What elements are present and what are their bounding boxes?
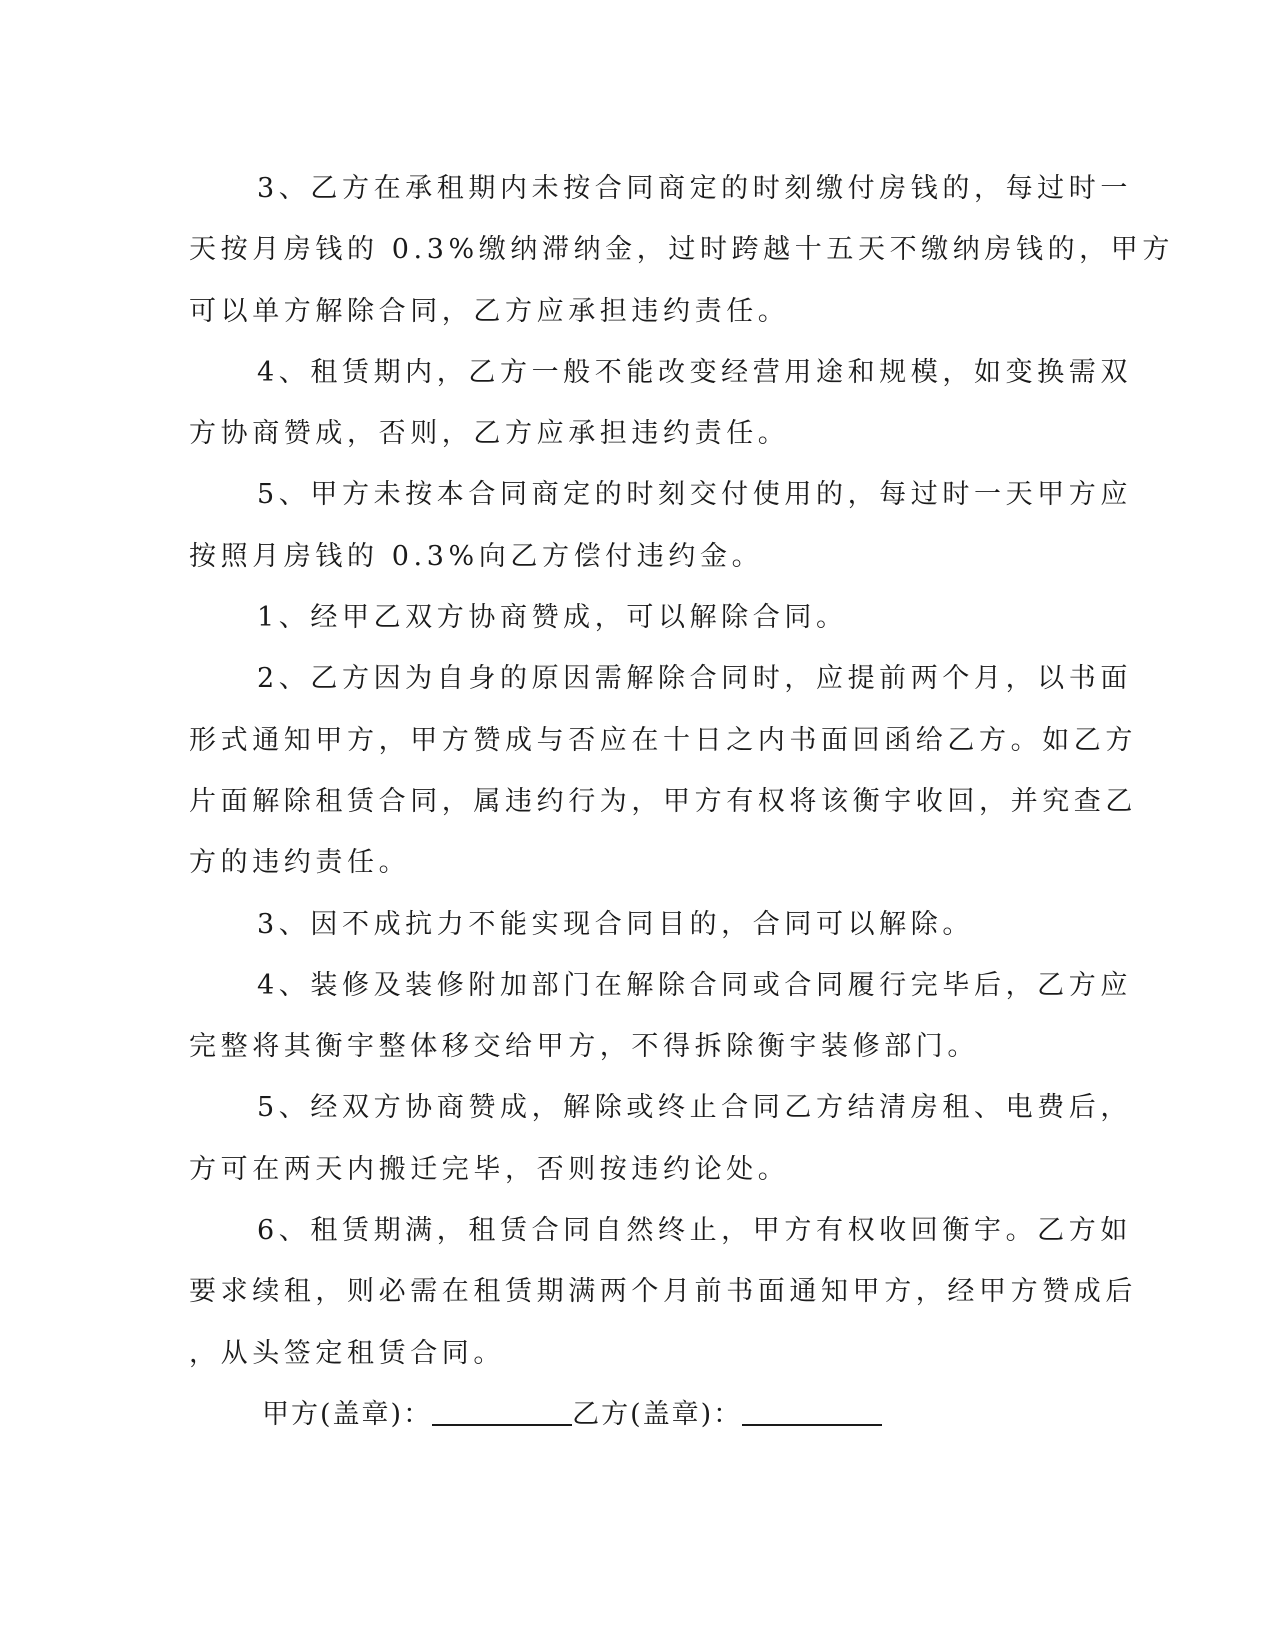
paragraph-line: 方可在两天内搬迁完毕，否则按违约论处。 [189,1153,790,1185]
paragraph-line: 3、乙方在承租期内未按合同商定的时刻缴付房钱的，每过时一 [257,173,1132,204]
party-b-label: 乙方(盖章)： [572,1398,743,1430]
paragraph-line: 1、经甲乙双方协商赞成，可以解除合同。 [257,602,848,634]
party-a-label: 甲方(盖章)： [262,1398,433,1430]
paragraph-line: 天按月房钱的 0.3%缴纳滞纳金，过时跨越十五天不缴纳房钱的，甲方 [189,234,1174,266]
paragraph-line: 按照月房钱的 0.3%向乙方偿付违约金。 [189,540,764,572]
paragraph-line: 要求续租，则必需在租赁期满两个月前书面通知甲方，经甲方赞成后 [189,1276,1137,1308]
paragraph-line: 3、因不成抗力不能实现合同目的，合同可以解除。 [257,908,974,940]
paragraph-line: 完整将其衡宇整体移交给甲方，不得拆除衡宇装修部门。 [189,1031,979,1063]
paragraph-line: 5、经双方协商赞成，解除或终止合同乙方结清房租、电费后， [257,1092,1132,1124]
paragraph-line: ，从头签定租赁合同。 [189,1337,505,1369]
paragraph-line: 可以单方解除合同，乙方应承担违约责任。 [189,295,790,327]
paragraph-line: 方的违约责任。 [189,847,411,879]
paragraph-line: 4、装修及装修附加部门在解除合同或合同履行完毕后，乙方应 [257,969,1132,1001]
party-b-signature-blank [742,1423,882,1426]
paragraph-line: 6、租赁期满，租赁合同自然终止，甲方有权收回衡宇。乙方如 [257,1215,1132,1247]
contract-body [189,158,1174,1445]
signature-row [189,1384,1075,1445]
paragraph-line: 形式通知甲方，甲方赞成与否应在十日之内书面回函给乙方。如乙方 [189,724,1137,756]
paragraph-line: 片面解除租赁合同，属违约行为，甲方有权将该衡宇收回，并究查乙 [189,785,1137,817]
paragraph-line: 2、乙方因为自身的原因需解除合同时，应提前两个月，以书面 [257,663,1132,695]
party-a-signature-blank [432,1423,572,1426]
paragraph-line: 4、租赁期内，乙方一般不能改变经营用途和规模，如变换需双 [257,356,1132,388]
paragraph-line: 方协商赞成，否则，乙方应承担违约责任。 [189,418,790,450]
paragraph-line: 5、甲方未按本合同商定的时刻交付使用的，每过时一天甲方应 [257,479,1132,511]
